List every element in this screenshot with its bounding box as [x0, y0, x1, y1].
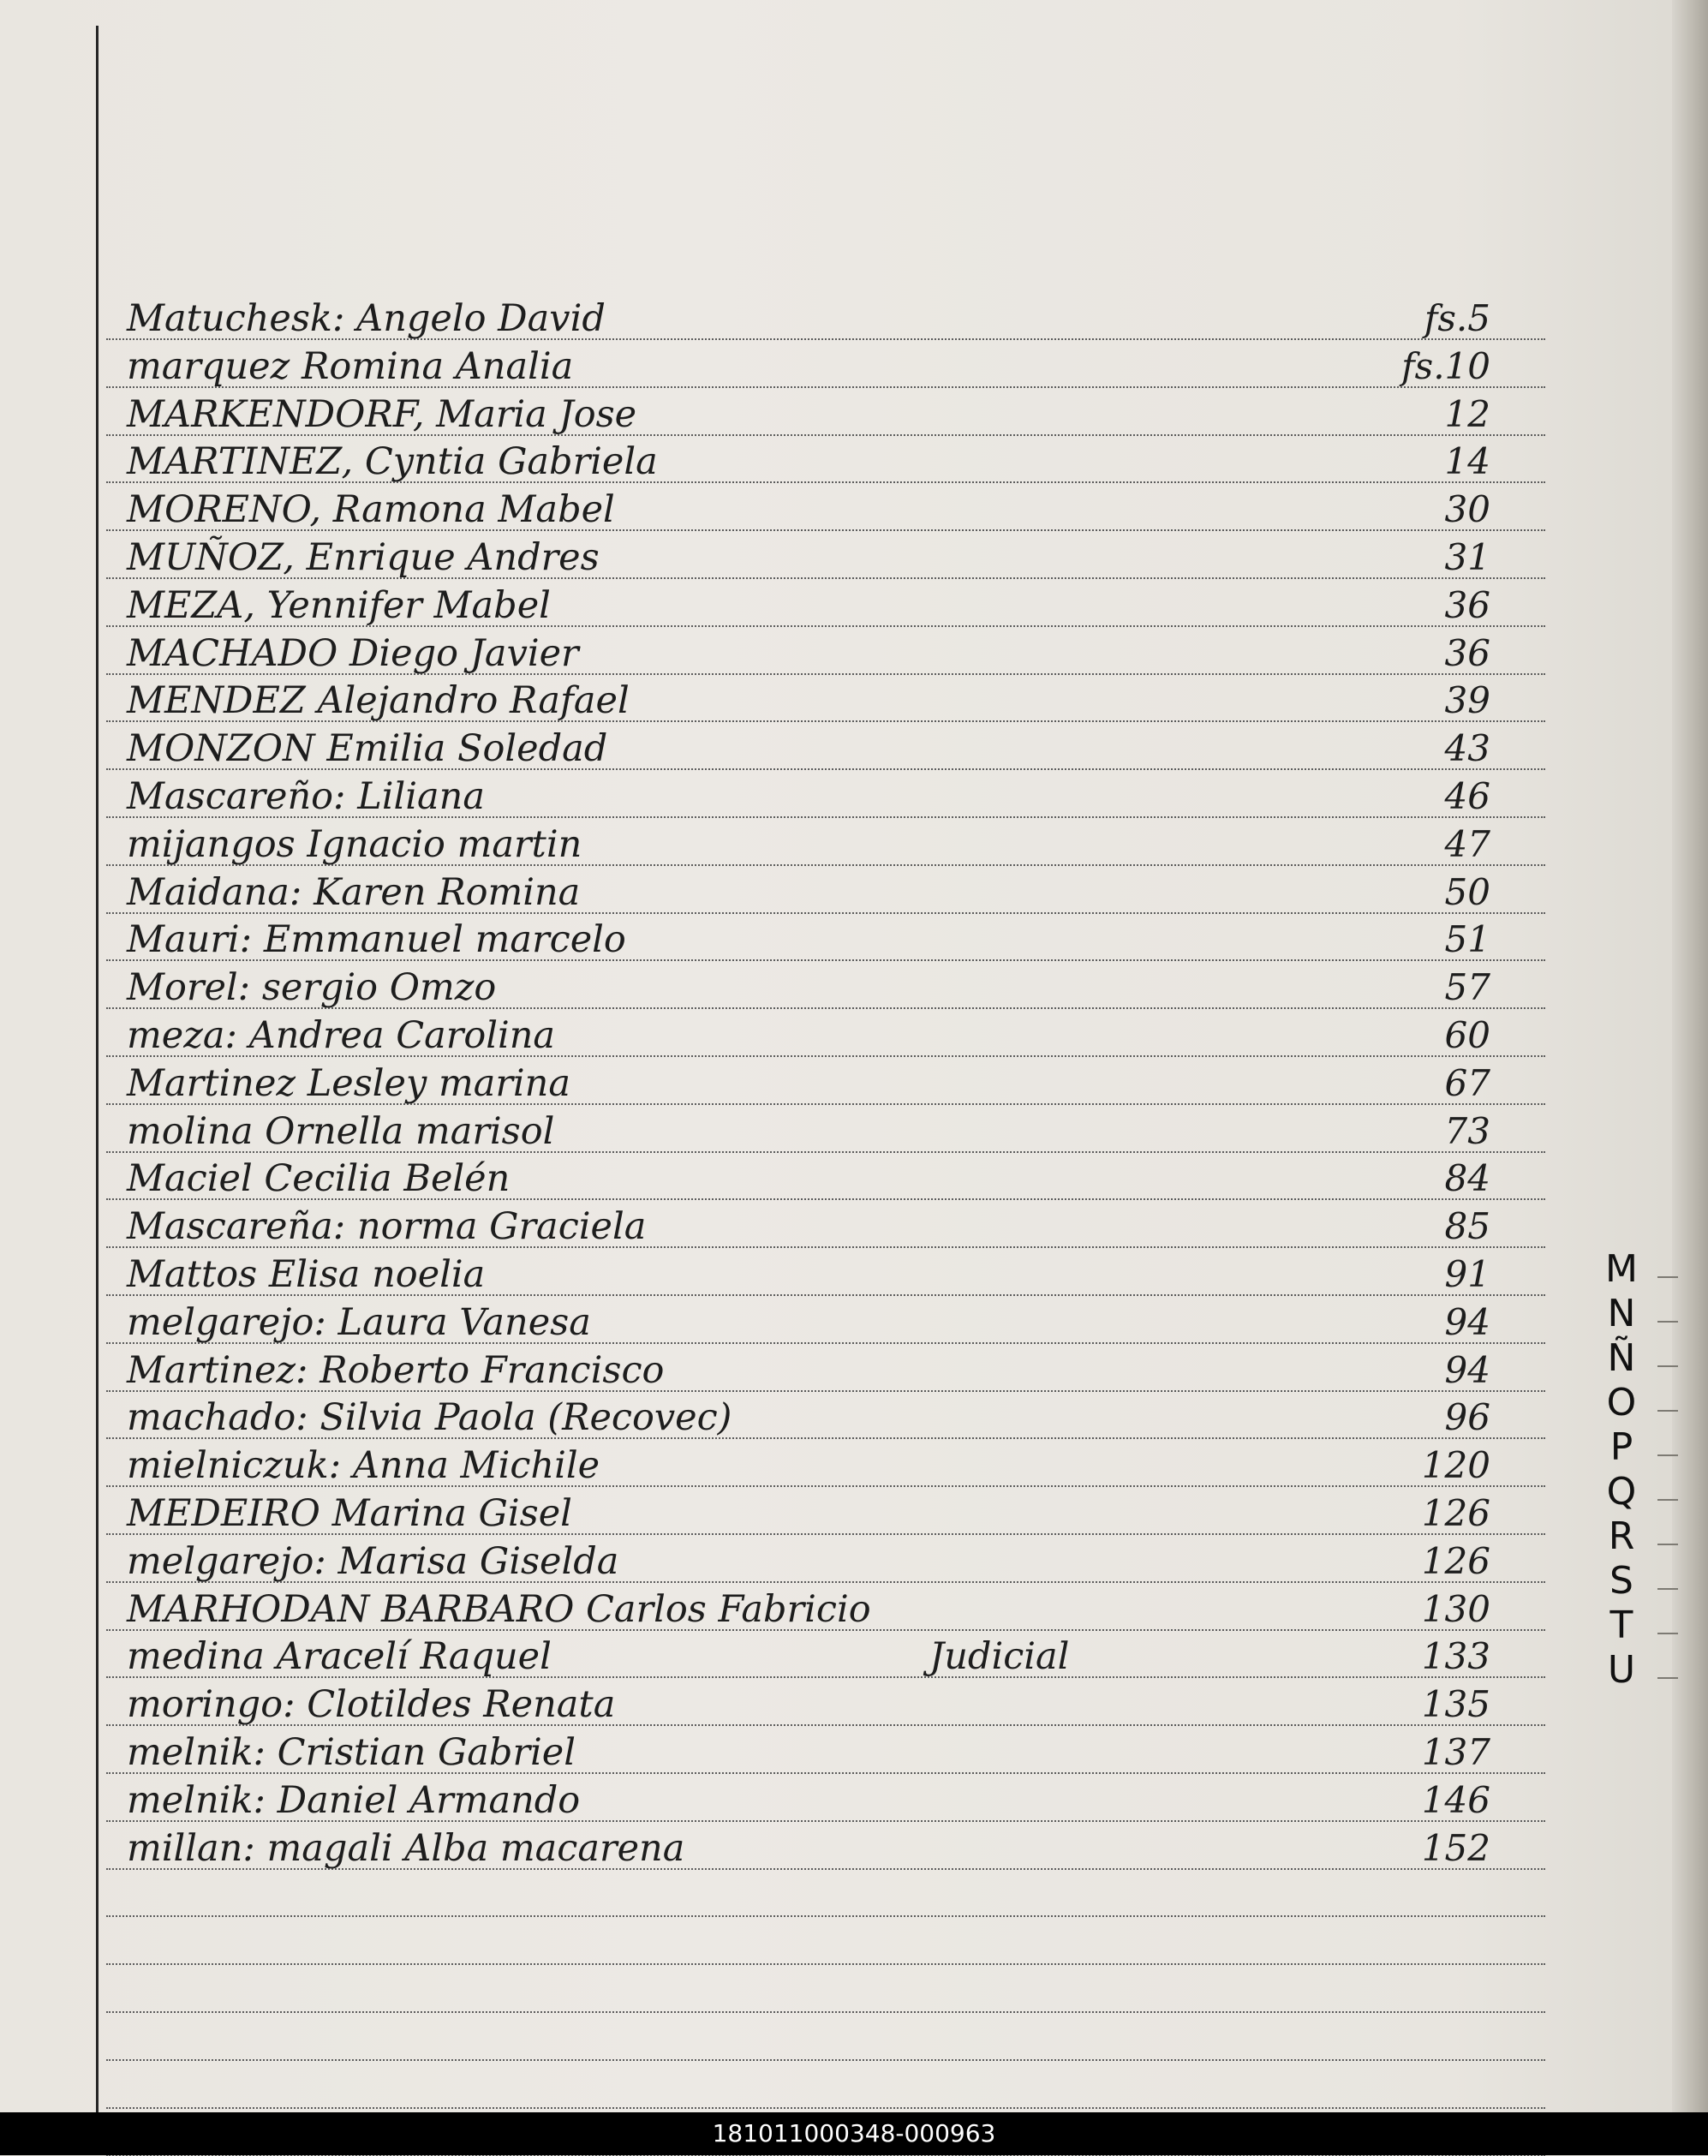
- entry-folio: 57: [1444, 966, 1490, 1008]
- entry-name: moringo: Clotildes Renata: [127, 1683, 616, 1726]
- entry-name: medina Aracelí Raquel: [127, 1635, 552, 1678]
- entry-name: MUÑOZ, Enrique Andres: [127, 536, 600, 579]
- entry-folio: 137: [1421, 1731, 1490, 1773]
- entry-folio: fs.5: [1424, 297, 1490, 339]
- entry-name: meza: Andrea Carolina: [127, 1014, 556, 1057]
- index-tab[interactable]: R: [1608, 1514, 1635, 1558]
- ruled-line: [106, 2107, 1545, 2109]
- ruled-line: [106, 1963, 1545, 1965]
- entry-name: marquez Romina Analia: [127, 345, 574, 388]
- entry-folio: 73: [1444, 1110, 1490, 1152]
- footer-bar: [0, 2112, 1708, 2155]
- tab-divider: [1657, 1454, 1678, 1456]
- index-tab[interactable]: N: [1607, 1292, 1636, 1335]
- entry-note: Judicial: [929, 1635, 1070, 1678]
- entry-name: Martinez: Roberto Francisco: [127, 1349, 665, 1392]
- entry-name: mielniczuk: Anna Michile: [127, 1444, 600, 1487]
- entry-name: Mascareña: norma Graciela: [127, 1205, 647, 1248]
- entry-folio: 43: [1444, 727, 1490, 769]
- tab-divider: [1657, 1365, 1678, 1367]
- entry-name: Mascareño: Liliana: [127, 775, 485, 818]
- entry-name: melgarejo: Laura Vanesa: [127, 1301, 591, 1344]
- entry-name: Morel: sergio Omzo: [127, 966, 497, 1009]
- tab-divider: [1657, 1544, 1678, 1545]
- index-tab[interactable]: O: [1606, 1381, 1637, 1424]
- ruled-line: [106, 1915, 1545, 1917]
- entry-folio: 133: [1421, 1635, 1490, 1677]
- tab-divider: [1657, 1321, 1678, 1323]
- entry-folio: 120: [1421, 1444, 1490, 1486]
- tab-divider: [1657, 1276, 1678, 1278]
- entry-folio: 152: [1421, 1827, 1490, 1869]
- entry-name: melgarejo: Marisa Giselda: [127, 1540, 619, 1583]
- entry-folio: 130: [1421, 1588, 1490, 1630]
- index-tab[interactable]: T: [1609, 1604, 1633, 1647]
- entry-folio: 12: [1444, 393, 1490, 435]
- entry-name: MEDEIRO Marina Gisel: [127, 1492, 572, 1535]
- tab-divider: [1657, 1588, 1678, 1590]
- margin-line: [96, 26, 99, 2112]
- entry-name: Mauri: Emmanuel marcelo: [127, 918, 626, 961]
- index-tab[interactable]: Q: [1606, 1470, 1637, 1514]
- ruled-line: [106, 2059, 1545, 2061]
- entry-folio: 146: [1421, 1779, 1490, 1821]
- tab-divider: [1657, 1499, 1678, 1501]
- entry-folio: 30: [1444, 488, 1490, 530]
- entry-folio: fs.10: [1401, 345, 1490, 387]
- document-id: 181011000348-000963: [712, 2119, 996, 2147]
- entry-folio: 36: [1444, 632, 1490, 674]
- entry-folio: 94: [1444, 1349, 1490, 1391]
- entry-name: Mattos Elisa noelia: [127, 1253, 486, 1296]
- entry-name: MORENO, Ramona Mabel: [127, 488, 615, 531]
- entry-folio: 96: [1444, 1396, 1490, 1438]
- entry-folio: 39: [1444, 679, 1490, 721]
- index-tab[interactable]: U: [1607, 1648, 1636, 1692]
- entry-folio: 84: [1444, 1157, 1490, 1199]
- index-tab[interactable]: Ñ: [1607, 1336, 1636, 1380]
- entry-name: melnik: Daniel Armando: [127, 1779, 581, 1822]
- tab-divider: [1657, 1633, 1678, 1634]
- entry-folio: 126: [1421, 1540, 1490, 1582]
- index-tab[interactable]: M: [1605, 1247, 1638, 1291]
- entry-name: MEZA, Yennifer Mabel: [127, 584, 551, 627]
- index-tab[interactable]: S: [1609, 1559, 1633, 1603]
- tab-divider: [1657, 1410, 1678, 1412]
- entry-name: MARKENDORF, Maria Jose: [127, 393, 637, 436]
- entry-name: mijangos Ignacio martin: [127, 823, 582, 866]
- entry-name: melnik: Cristian Gabriel: [127, 1731, 576, 1774]
- entry-name: Maciel Cecilia Belén: [127, 1157, 511, 1200]
- entry-name: Martinez Lesley marina: [127, 1062, 570, 1105]
- entry-folio: 47: [1444, 823, 1490, 865]
- page-edge: [1672, 0, 1708, 2112]
- entry-name: molina Ornella marisol: [127, 1110, 555, 1153]
- entry-folio: 94: [1444, 1301, 1490, 1343]
- entry-folio: 51: [1444, 918, 1490, 960]
- entry-name: Matuchesk: Angelo David: [127, 297, 606, 340]
- entry-folio: 46: [1444, 775, 1490, 817]
- entry-folio: 85: [1444, 1205, 1490, 1247]
- entry-name: Maidana: Karen Romina: [127, 871, 581, 914]
- index-tab[interactable]: P: [1609, 1425, 1633, 1469]
- entry-name: MENDEZ Alejandro Rafael: [127, 679, 630, 722]
- entry-name: MARHODAN BARBARO Carlos Fabricio: [127, 1588, 871, 1631]
- entry-folio: 50: [1444, 871, 1490, 913]
- entry-name: machado: Silvia Paola (Recovec): [127, 1396, 732, 1439]
- entry-folio: 60: [1444, 1014, 1490, 1056]
- entry-folio: 14: [1444, 440, 1490, 482]
- entry-name: MARTINEZ, Cyntia Gabriela: [127, 440, 658, 483]
- entry-folio: 91: [1444, 1253, 1490, 1295]
- entry-folio: 36: [1444, 584, 1490, 626]
- entry-name: millan: magali Alba macarena: [127, 1827, 685, 1870]
- ruled-line: [106, 2011, 1545, 2013]
- entry-name: MONZON Emilia Soledad: [127, 727, 608, 770]
- entry-folio: 126: [1421, 1492, 1490, 1534]
- entry-folio: 67: [1444, 1062, 1490, 1104]
- tab-divider: [1657, 1677, 1678, 1679]
- entry-name: MACHADO Diego Javier: [127, 632, 579, 675]
- entry-folio: 135: [1421, 1683, 1490, 1725]
- entry-folio: 31: [1444, 536, 1490, 578]
